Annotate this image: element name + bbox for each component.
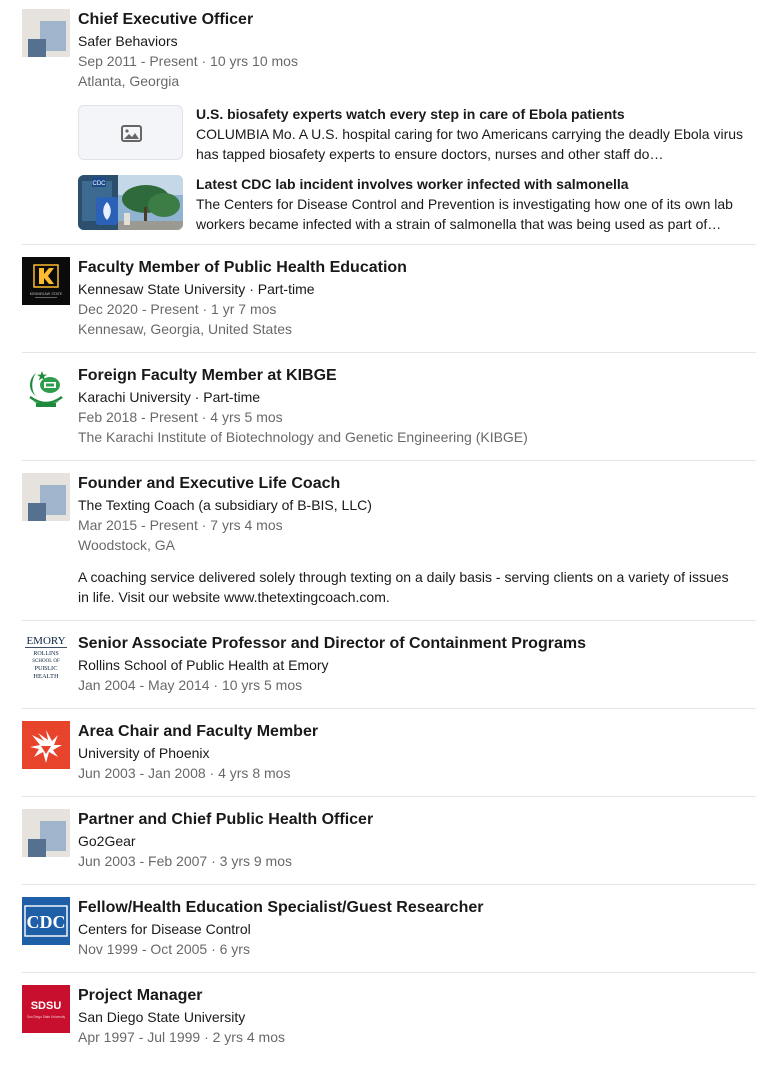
date-range: Sep 2011 - Present · 10 yrs 10 mos bbox=[78, 53, 298, 69]
health-text: HEALTH bbox=[33, 673, 59, 680]
ksu-wordmark: KENNESAW STATE bbox=[29, 292, 63, 296]
job-title: Foreign Faculty Member at KIBGE bbox=[78, 367, 337, 384]
job-title: Area Chair and Faculty Member bbox=[78, 723, 319, 740]
image-placeholder-icon bbox=[79, 106, 183, 160]
date-range: Jun 2003 - Jan 2008 · 4 yrs 8 mos bbox=[78, 765, 291, 781]
divider bbox=[22, 460, 756, 461]
divider bbox=[22, 708, 756, 709]
media-title[interactable]: Latest CDC lab incident involves worker infected with salmonella bbox=[196, 176, 629, 192]
kennesaw-state-logo[interactable] bbox=[22, 257, 70, 305]
company-logo-placeholder[interactable] bbox=[22, 809, 70, 857]
date-range: Nov 1999 - Oct 2005 · 6 yrs bbox=[78, 941, 250, 957]
divider bbox=[22, 796, 756, 797]
company-name[interactable]: Karachi University · Part-time bbox=[78, 389, 261, 405]
school-of-text: SCHOOL OF bbox=[32, 659, 60, 664]
date-range: Feb 2018 - Present · 4 yrs 5 mos bbox=[78, 409, 283, 425]
cdc-text: CDC bbox=[26, 912, 66, 932]
media-description: The Centers for Disease Control and Prevention is investigating how one of its own lab workers became infected with a strain of salmonella that was being used as part of… bbox=[196, 196, 733, 232]
divider bbox=[22, 352, 756, 353]
experience-item bbox=[0, 365, 775, 460]
sdsu-subtext: San Diego State University bbox=[26, 1015, 66, 1019]
company-name[interactable]: University of Phoenix bbox=[78, 745, 210, 761]
media-item[interactable] bbox=[78, 175, 758, 231]
divider bbox=[22, 884, 756, 885]
company-name[interactable]: The Texting Coach (a subsidiary of B-BIS, LLC) bbox=[78, 497, 372, 513]
company-name[interactable]: Kennesaw State University · Part-time bbox=[78, 281, 315, 297]
company-name[interactable]: Centers for Disease Control bbox=[78, 921, 251, 937]
media-description: COLUMBIA Mo. A U.S. hospital caring for two Americans carrying the deadly Ebola virus has tapped biosafety experts to ensure doctors, nurses and other staff do… bbox=[196, 126, 744, 162]
date-range: Apr 1997 - Jul 1999 · 2 yrs 4 mos bbox=[78, 1029, 285, 1045]
emory-wordmark-icon bbox=[22, 633, 70, 681]
divider bbox=[22, 620, 756, 621]
media-thumbnail[interactable] bbox=[78, 105, 183, 160]
job-title: Chief Executive Officer bbox=[78, 11, 254, 28]
company-name[interactable]: Rollins School of Public Health at Emory bbox=[78, 657, 329, 673]
university-of-phoenix-logo[interactable] bbox=[22, 721, 70, 769]
experience-item bbox=[0, 633, 775, 708]
media-item[interactable] bbox=[78, 105, 758, 161]
sdsu-wordmark-icon bbox=[22, 985, 70, 1033]
location: Atlanta, Georgia bbox=[78, 73, 180, 89]
experience-item bbox=[0, 809, 775, 884]
company-name[interactable]: Safer Behaviors bbox=[78, 33, 178, 49]
job-title: Founder and Executive Life Coach bbox=[78, 475, 341, 492]
date-range: Dec 2020 - Present · 1 yr 7 mos bbox=[78, 301, 277, 317]
experience-item bbox=[0, 721, 775, 796]
job-description: A coaching service delivered solely through texting on a daily basis - serving clients on a variety of issues in life. Visit our website www.thetextingcoach.com. bbox=[78, 569, 729, 605]
karachi-crest-icon bbox=[22, 365, 70, 413]
experience-item bbox=[0, 257, 775, 352]
emory-text: EMORY bbox=[26, 635, 66, 647]
location: Woodstock, GA bbox=[78, 537, 176, 553]
cdc-building-photo bbox=[78, 175, 183, 230]
phoenix-bird-icon bbox=[22, 721, 70, 769]
company-logo-placeholder[interactable] bbox=[22, 473, 70, 521]
date-range: Jan 2004 - May 2014 · 10 yrs 5 mos bbox=[78, 677, 303, 693]
divider bbox=[22, 244, 756, 245]
job-title: Faculty Member of Public Health Education bbox=[78, 259, 407, 276]
experience-item bbox=[0, 9, 775, 244]
emory-rollins-logo[interactable] bbox=[22, 633, 70, 681]
company-name[interactable]: Go2Gear bbox=[78, 833, 136, 849]
location: The Karachi Institute of Biotechnology and Genetic Engineering (KIBGE) bbox=[78, 429, 528, 445]
job-title: Project Manager bbox=[78, 987, 203, 1004]
placeholder-shape bbox=[28, 839, 46, 857]
experience-item bbox=[0, 985, 775, 1060]
date-range: Jun 2003 - Feb 2007 · 3 yrs 9 mos bbox=[78, 853, 292, 869]
company-name[interactable]: San Diego State University bbox=[78, 1009, 246, 1025]
company-logo-placeholder[interactable] bbox=[22, 9, 70, 57]
cdc-sign-text: CDC bbox=[92, 181, 106, 187]
rollins-text: ROLLINS bbox=[33, 651, 59, 657]
sdsu-logo[interactable] bbox=[22, 985, 70, 1033]
cdc-logo[interactable] bbox=[22, 897, 70, 945]
job-title: Senior Associate Professor and Director of Containment Programs bbox=[78, 635, 586, 652]
placeholder-shape bbox=[28, 503, 46, 521]
experience-item bbox=[0, 897, 775, 972]
job-title: Partner and Chief Public Health Officer bbox=[78, 811, 374, 828]
karachi-university-logo[interactable] bbox=[22, 365, 70, 413]
sdsu-text: SDSU bbox=[30, 1000, 62, 1012]
location: Kennesaw, Georgia, United States bbox=[78, 321, 293, 337]
media-title[interactable]: U.S. biosafety experts watch every step in care of Ebola patients bbox=[196, 106, 625, 122]
date-range: Mar 2015 - Present · 7 yrs 4 mos bbox=[78, 517, 283, 533]
ksu-k-icon bbox=[22, 257, 70, 305]
media-thumbnail[interactable] bbox=[78, 175, 183, 230]
public-text: PUBLIC bbox=[34, 665, 58, 672]
experience-item bbox=[0, 473, 775, 620]
job-title: Fellow/Health Education Specialist/Guest Researcher bbox=[78, 899, 484, 916]
cdc-wordmark-icon bbox=[22, 897, 70, 945]
placeholder-shape bbox=[28, 39, 46, 57]
divider bbox=[22, 972, 756, 973]
